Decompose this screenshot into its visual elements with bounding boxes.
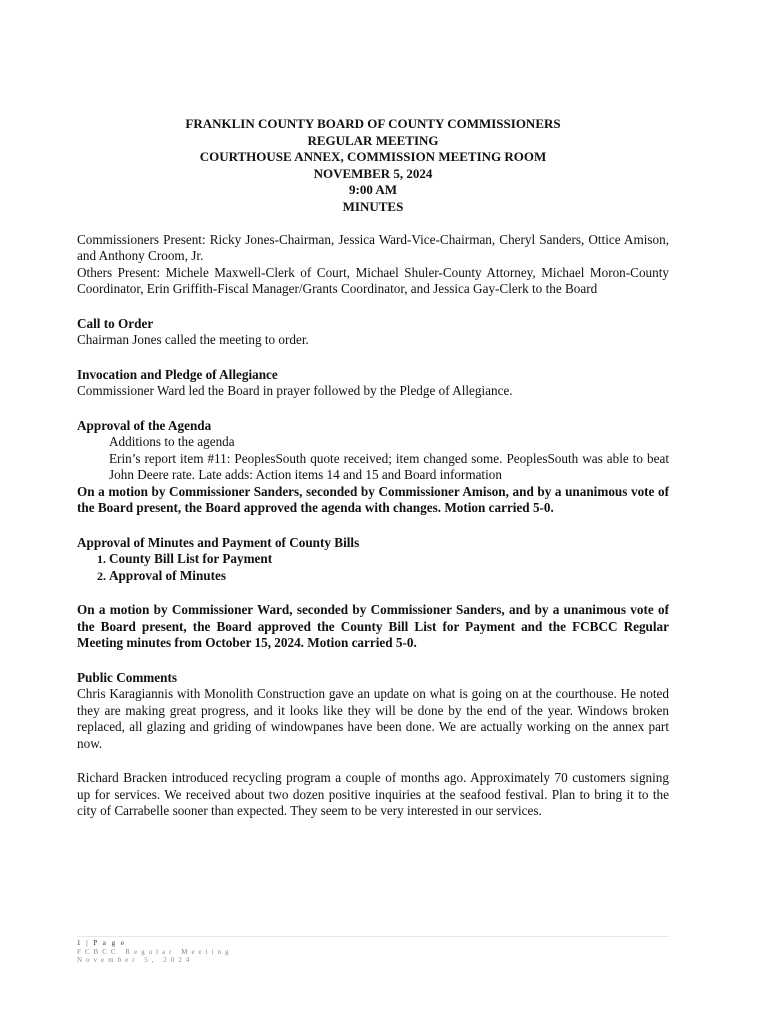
public-comments-heading: Public Comments	[77, 669, 178, 685]
agenda-additions: Additions to the agenda	[109, 434, 235, 450]
call-to-order-heading: Call to Order	[77, 315, 154, 331]
others-present: Others Present: Michele Maxwell-Clerk of Court, Michael Shuler-County Attorney, Michael Moron-County Coordinator, Erin Griffith-Fiscal Manager/Grants Coordinator, and Jessica Gay-Clerk to the Board	[77, 264, 669, 297]
header-time: 9:00 AM	[348, 182, 398, 198]
header-location: COURTHOUSE ANNEX, COMMISSION MEETING ROOM	[199, 149, 547, 165]
header-county-board: FRANKLIN COUNTY BOARD OF COUNTY COMMISSIONERS	[185, 116, 561, 131]
footer-meeting-name: FCBCC Regular Meeting	[77, 947, 233, 956]
document-header	[77, 116, 669, 216]
call-to-order-text: Chairman Jones called the meeting to order.	[77, 332, 309, 348]
agenda-report-item: Erin’s report item #11: PeoplesSouth quote received; item changed some. PeoplesSouth was able to beat John Deere rate. Late adds: Action items 14 and 15 and Board information	[109, 450, 669, 483]
list-item: 2. Approval of Minutes	[109, 568, 669, 585]
header-meeting-type: REGULAR MEETING	[307, 132, 439, 148]
header-date: NOVEMBER 5, 2024	[313, 165, 433, 181]
agenda-heading: Approval of the Agenda	[77, 417, 212, 433]
list-item: 1. County Bill List for Payment	[109, 551, 669, 568]
page-footer	[77, 936, 669, 965]
document-page	[77, 116, 669, 820]
invocation-heading: Invocation and Pledge of Allegiance	[77, 366, 278, 382]
footer-page-number: 1 | P a g e	[77, 939, 126, 947]
footer-meeting-date: November 5, 2024	[77, 956, 194, 965]
public-comment-karagiannis: Chris Karagiannis with Monolith Construction gave an update on what is going on at the courthouse. He noted they are making great progress, and it looks like they will be done by the end of the year. Windows broken replaced, all glazing and griding of windowpanes have been done. We are actually working on the annex part now.	[77, 686, 669, 751]
public-comment-bracken: Richard Bracken introduced recycling program a couple of months ago. Approximately 70 customers signing up for services. We received about two dozen positive inquiries at the seafood festival. Plan to bring it to the city of Carrabelle sooner than expected. They seem to be very interested in our services.	[77, 770, 669, 819]
minutes-bills-motion: On a motion by Commissioner Ward, seconded by Commissioner Sanders, and by a unanimous vote of the Board present, the Board approved the County Bill List for Payment and the FCBCC Regular Meeting minutes from October 15, 2024. Motion carried 5-0.	[77, 602, 669, 651]
agenda-motion: On a motion by Commissioner Sanders, seconded by Commissioner Amison, and by a unanimous vote of the Board present, the Board approved the agenda with changes. Motion carried 5-0.	[77, 483, 669, 516]
minutes-bills-list	[77, 551, 669, 584]
invocation-text: Commissioner Ward led the Board in prayer followed by the Pledge of Allegiance.	[77, 383, 513, 399]
minutes-bills-heading: Approval of Minutes and Payment of County Bills	[77, 534, 360, 550]
header-minutes-title: MINUTES	[342, 198, 404, 214]
commissioners-present: Commissioners Present: Ricky Jones-Chairman, Jessica Ward-Vice-Chairman, Cheryl Sanders, Ottice Amison, and Anthony Croom, Jr.	[77, 231, 669, 264]
